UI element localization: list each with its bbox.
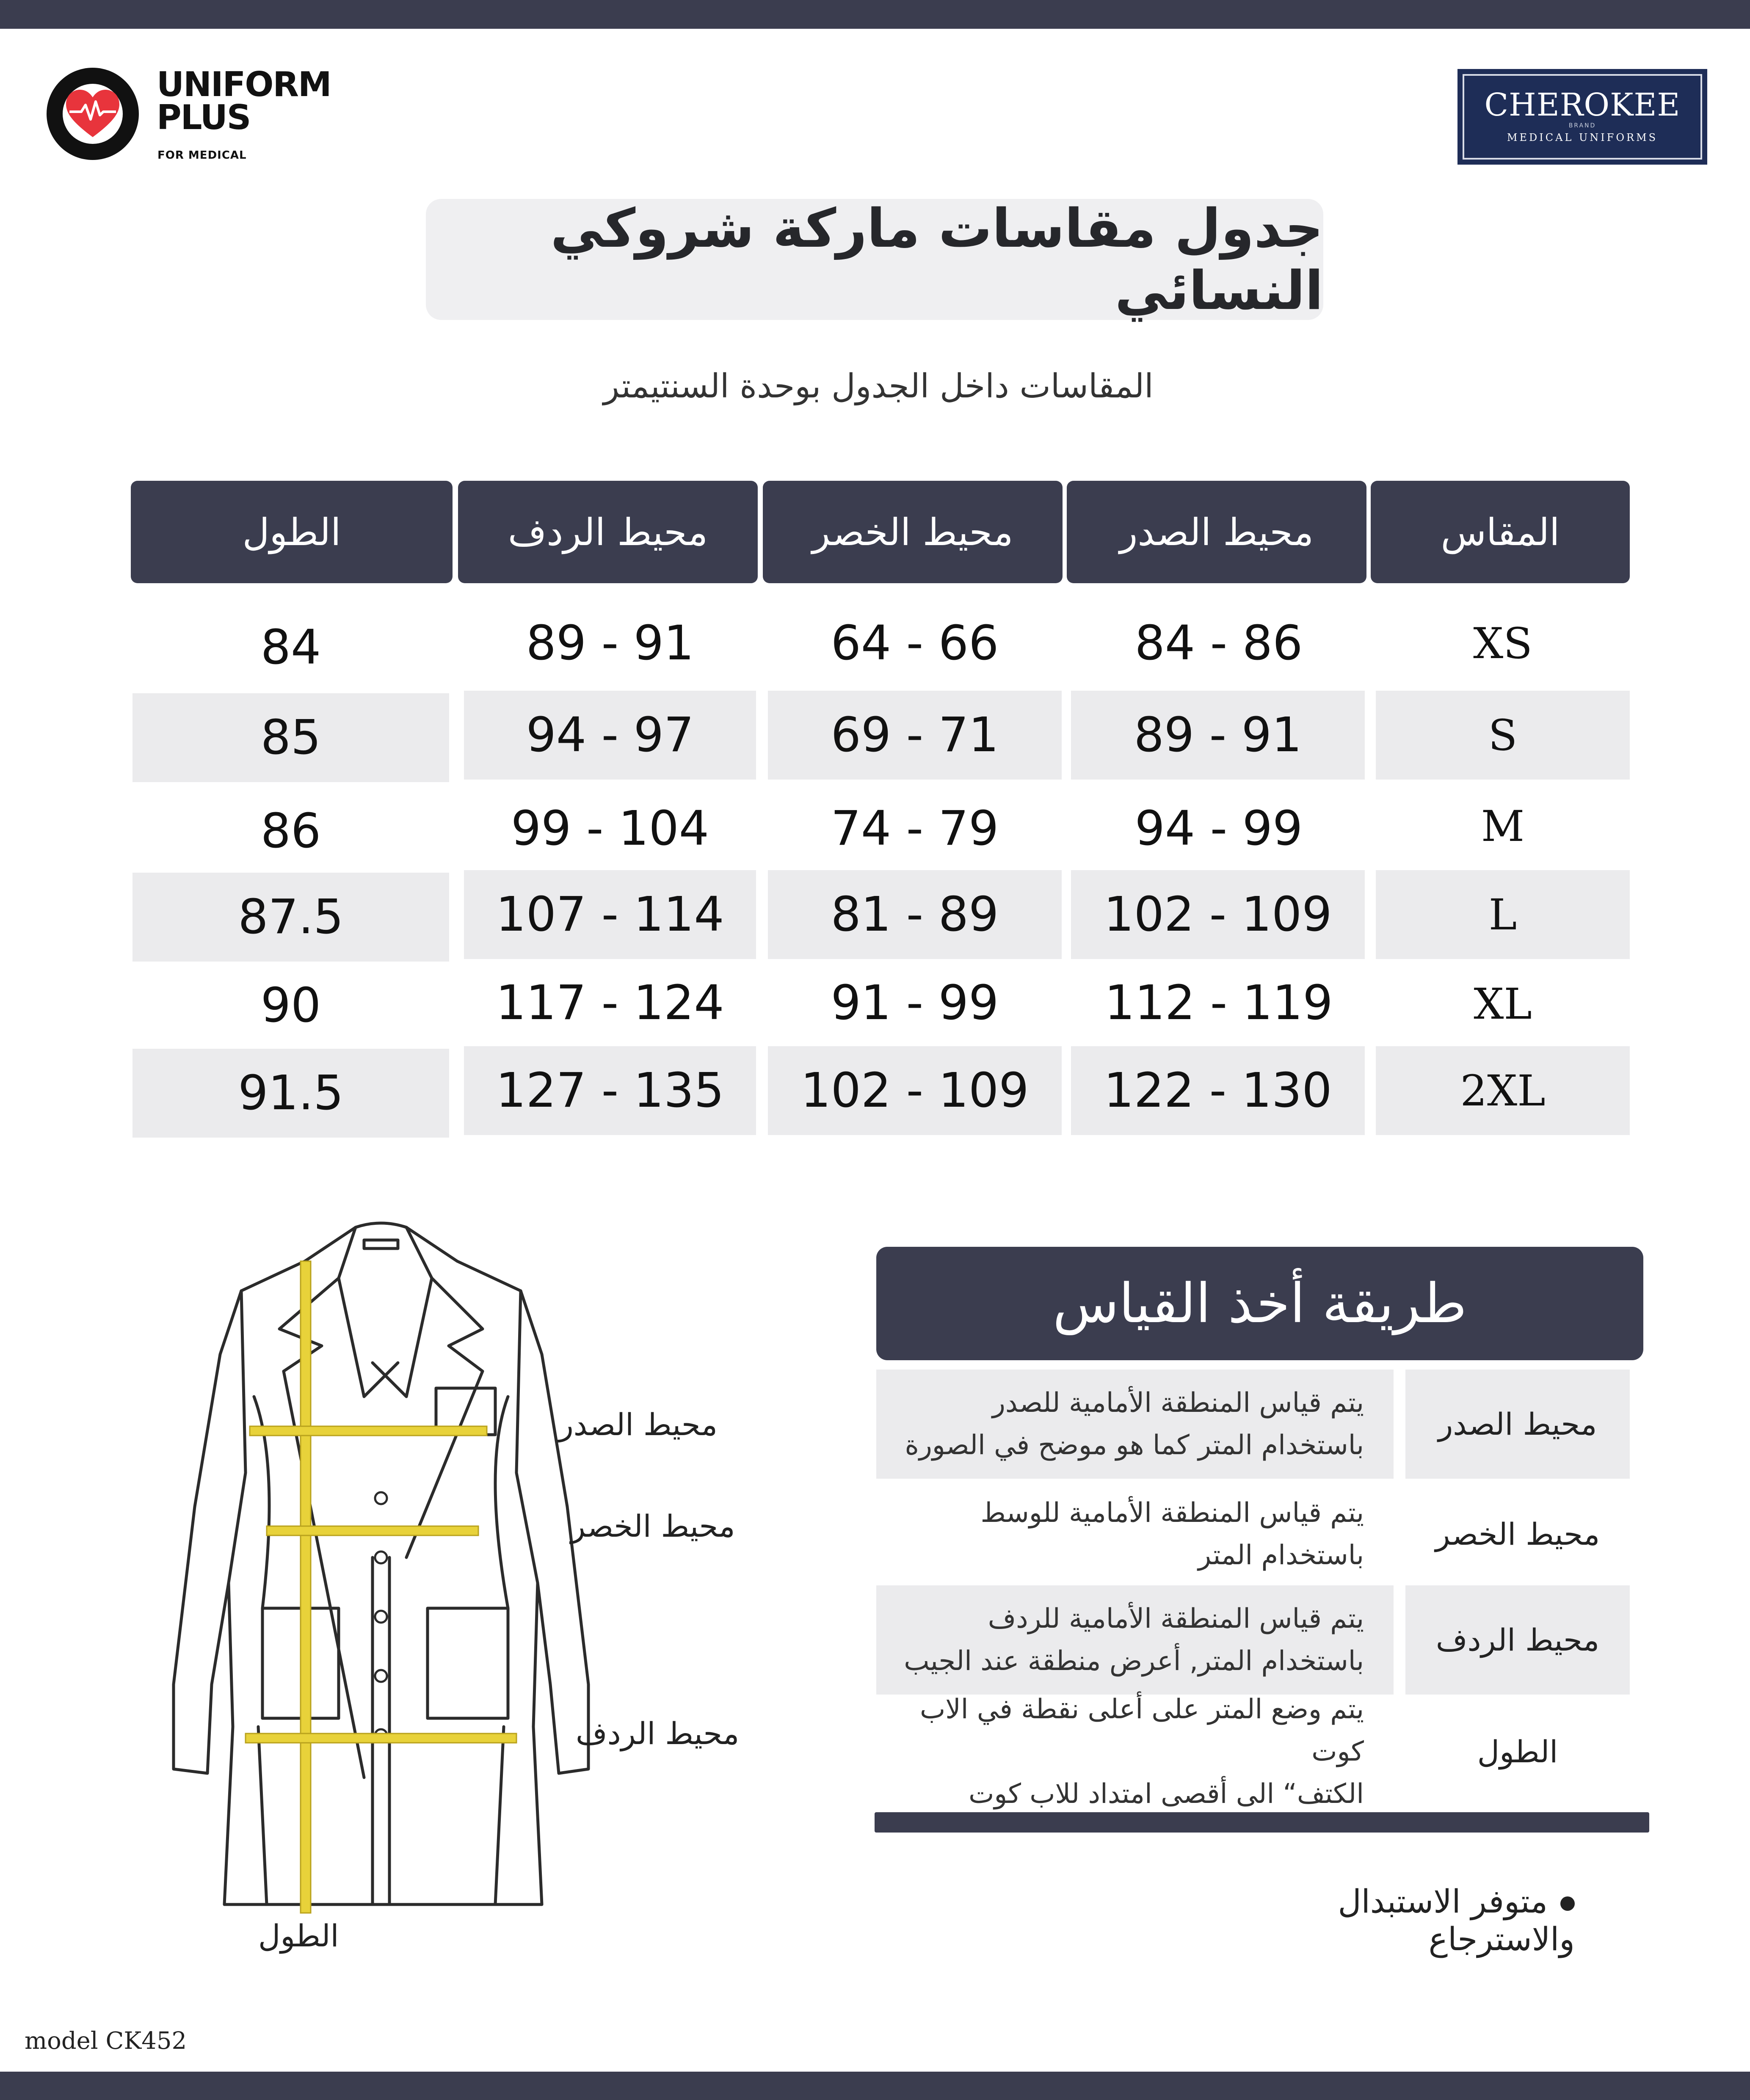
method-label-chest: محيط الصدر xyxy=(1405,1370,1630,1479)
table-cell-length: 86 xyxy=(260,804,321,859)
page-title: جدول مقاسات ماركة شروكي النسائي xyxy=(426,199,1323,320)
method-desc-line: يتم قياس المنطقة الأمامية للوسط xyxy=(980,1497,1364,1529)
table-cell-size: S xyxy=(1376,691,1630,780)
table-cell-chest: 94 - 99 xyxy=(1134,801,1303,856)
heart-pulse-icon xyxy=(47,68,139,160)
method-label-waist: محيط الخصر xyxy=(1435,1516,1600,1552)
table-cell-size: XS xyxy=(1473,618,1532,668)
method-desc-line: باستخدام المتر, أعرض منطقة عند الجيب xyxy=(904,1645,1364,1677)
method-label-hip: محيط الردف xyxy=(1405,1585,1630,1695)
table-cell-waist: 102 - 109 xyxy=(768,1046,1062,1135)
cherokee-name: CHEROKEE xyxy=(1484,87,1681,123)
header-waist: محيط الخصر xyxy=(763,481,1063,583)
table-cell-waist: 69 - 71 xyxy=(768,691,1062,780)
table-cell-hip: 127 - 135 xyxy=(464,1046,756,1135)
table-cell-length: 91.5 xyxy=(132,1049,449,1138)
method-desc-line: باستخدام المتر xyxy=(1198,1540,1364,1571)
table-cell-length: 85 xyxy=(132,693,449,782)
method-label-length: الطول xyxy=(1477,1734,1558,1769)
method-desc-line: الكتف“ الى أقصى امتداد للاب كوت xyxy=(969,1778,1364,1810)
method-desc-line: يتم قياس المنطقة الأمامية للصدر xyxy=(992,1387,1364,1419)
method-desc-hip xyxy=(876,1585,1394,1695)
page-subtitle: المقاسات داخل الجدول بوحدة السنتيمتر xyxy=(603,367,1154,405)
table-cell-size: XL xyxy=(1474,979,1532,1029)
diagram-label-length: الطول xyxy=(258,1918,339,1954)
table-cell-hip: 99 - 104 xyxy=(511,801,709,856)
method-title: طريقة أخذ القياس xyxy=(876,1247,1643,1360)
table-cell-hip: 94 - 97 xyxy=(464,691,756,780)
table-cell-hip: 107 - 114 xyxy=(464,870,756,959)
method-desc-line: يتم قياس المنطقة الأمامية للردف xyxy=(988,1603,1364,1634)
exchange-note-text: متوفر الاستبدال والاسترجاع xyxy=(1338,1882,1575,1958)
table-cell-hip: 117 - 124 xyxy=(496,976,724,1031)
brand-sub: FOR MEDICAL xyxy=(157,149,247,162)
diagram-label-waist: محيط الخصر xyxy=(571,1508,735,1544)
table-cell-chest: 89 - 91 xyxy=(1071,691,1365,780)
exchange-note xyxy=(1211,1882,1575,1958)
method-desc-chest xyxy=(876,1370,1394,1479)
table-cell-waist: 91 - 99 xyxy=(831,976,999,1031)
table-cell-size: M xyxy=(1481,801,1525,851)
uniform-plus-logo xyxy=(47,65,331,169)
top-bar xyxy=(0,0,1750,29)
lab-coat-illustration xyxy=(102,1177,821,1981)
diagram-label-chest: محيط الصدر xyxy=(559,1407,718,1442)
table-cell-size: 2XL xyxy=(1376,1046,1630,1135)
method-desc-line: باستخدام المتر كما هو موضح في الصورة xyxy=(905,1430,1364,1461)
bottom-bar xyxy=(0,2072,1750,2100)
table-cell-waist: 64 - 66 xyxy=(831,616,999,671)
header-chest: محيط الصدر xyxy=(1067,481,1366,583)
header-hip: محيط الردف xyxy=(458,481,758,583)
method-desc-waist xyxy=(876,1481,1394,1587)
brand-line1: UNIFORM xyxy=(157,65,331,104)
model-number: model CK452 xyxy=(25,2027,187,2055)
table-cell-waist: 74 - 79 xyxy=(831,801,999,856)
brand-line2: PLUS xyxy=(157,98,251,137)
bullet-icon xyxy=(1560,1896,1575,1911)
table-cell-chest: 102 - 109 xyxy=(1071,870,1365,959)
method-divider xyxy=(875,1812,1649,1833)
table-cell-chest: 112 - 119 xyxy=(1104,976,1333,1031)
table-cell-waist: 81 - 89 xyxy=(768,870,1062,959)
table-cell-length: 84 xyxy=(260,620,321,675)
diagram-label-hip: محيط الردف xyxy=(576,1716,740,1751)
table-cell-chest: 84 - 86 xyxy=(1134,616,1303,671)
table-cell-length: 90 xyxy=(260,978,321,1033)
header-size: المقاس xyxy=(1371,481,1630,583)
header-length: الطول xyxy=(131,481,453,583)
table-cell-chest: 122 - 130 xyxy=(1071,1046,1365,1135)
method-desc-length xyxy=(876,1694,1394,1810)
table-cell-size: L xyxy=(1376,870,1630,959)
table-cell-hip: 89 - 91 xyxy=(526,616,694,671)
table-cell-length: 87.5 xyxy=(132,873,449,962)
cherokee-tagline: MEDICAL UNIFORMS xyxy=(1507,132,1658,143)
cherokee-logo xyxy=(1457,69,1707,165)
method-desc-line: يتم وضع المتر على أعلى نقطة في الاب كوت xyxy=(919,1694,1364,1767)
cherokee-brand: BRAND xyxy=(1568,122,1596,129)
